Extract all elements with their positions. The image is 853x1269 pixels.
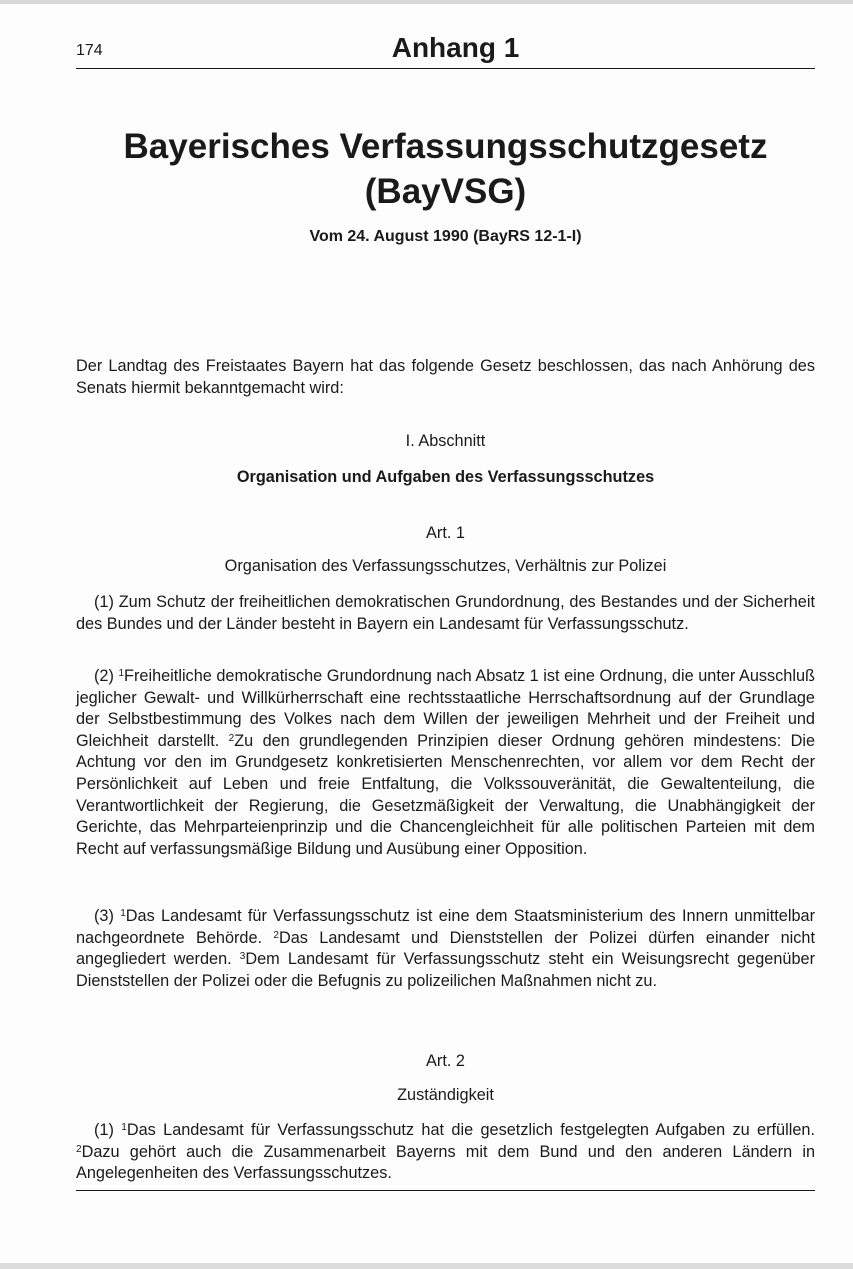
article-2-label: Art. 2	[426, 1052, 465, 1070]
sentence-number: 1	[120, 908, 126, 919]
preamble: Der Landtag des Freistaates Bayern hat das folgende Gesetz beschlossen, das nach Anhörung des Senats hiermit bekanntgemacht wird:	[76, 357, 815, 397]
sentence-text: Zu den grundlegenden Prinzipien dieser Ordnung gehören mindestens: Die Achtung vor den im Grundgesetz konkretisierten Menschenrechten, vor allem vor dem Recht der Persönlichkeit auf Leben und freie Entfaltung, die Volkssouveränität, die Gewaltenteilung, die Verantwortlichkeit der Regierung, die Gesetzmäßigkeit der Verwaltung, die Unabhängigkeit der Gerichte, das Mehrparteienprinzip und die Chancengleichheit für alle politischen Parteien mit dem Recht auf verfassungsmäßige Bildung und Ausübung einer Opposition.	[76, 731, 815, 858]
paragraph-text: Zum Schutz der freiheitlichen demokratischen Grundordnung, des Bestandes und der Sicherheit des Bundes und der Länder besteht in Bayern ein Landesamt für Verfassungsschutz.	[76, 593, 815, 633]
bottom-rule	[76, 1190, 815, 1191]
page-number: 174	[76, 42, 103, 59]
paragraph-number: (3)	[94, 907, 114, 925]
sentence-number: 2	[273, 929, 279, 941]
sentence-text: Dem Landesamt für Verfassungsschutz steht ein Weisungsrecht gegenüber Dienststellen der Polizei oder die Befugnis zu polizeilichen Maßnahmen nicht zu.	[76, 950, 815, 990]
running-title: Anhang 1	[391, 32, 520, 63]
article-1-title: Organisation des Verfassungsschutzes, Verhältnis zur Polizei	[224, 557, 667, 575]
section-title: Organisation und Aufgaben des Verfassungsschutzes	[236, 468, 655, 486]
sentence-text: Das Landesamt für Verfassungsschutz ist eine dem Staatsministerium des Innern unmittelbar nachgeordnete Behörde.	[76, 907, 815, 947]
sentence-number: 2	[228, 732, 235, 744]
sentence-number: 1	[121, 1122, 127, 1133]
paragraph-number: (2)	[94, 667, 114, 685]
article-2-title: Zuständigkeit	[397, 1086, 494, 1104]
page-header	[76, 30, 815, 69]
sentence-number: 1	[118, 668, 125, 679]
section-label: I. Abschnitt	[405, 432, 486, 450]
article-1-paragraph-3	[76, 906, 815, 992]
sentence-text: Das Landesamt und Dienststellen der Polizei dürfen einander nicht angegliedert werden.	[76, 928, 815, 969]
paragraph-number: (1)	[94, 593, 114, 611]
sentence-text: Das Landesamt für Verfassungsschutz hat die gesetzlich festgelegten Aufgaben zu erfüllen.	[126, 1121, 815, 1139]
sentence-number: 3	[239, 951, 246, 963]
sentence-text: Dazu gehört auch die Zusammenarbeit Bayerns mit dem Bund und den anderen Ländern in Angelegenheiten des Verfassungsschutzes.	[76, 1142, 815, 1183]
paragraph-number: (1)	[94, 1121, 114, 1139]
article-1-paragraph-1	[76, 592, 815, 635]
sentence-number: 2	[76, 1143, 82, 1155]
scan-edge-bottom	[0, 1263, 853, 1269]
scan-edge-top	[0, 0, 853, 4]
law-date: Vom 24. August 1990 (BayRS 12-1-I)	[309, 228, 582, 245]
article-2-paragraph-1	[76, 1120, 815, 1185]
sentence-text: Freiheitliche demokratische Grundordnung nach Absatz 1 ist eine Ordnung, die unter Ausschluß jeglicher Gewalt- und Willkürherrschaft eine rechtsstaatliche Herrschaftsordnung auf der Grundlage der Selbstbestimmung des Volkes nach dem Willen der jeweiligen Mehrheit und der Freiheit und Gleichheit darstellt.	[76, 667, 815, 750]
law-title	[76, 124, 815, 214]
article-1-label: Art. 1	[426, 524, 465, 542]
article-1-paragraph-2	[76, 666, 815, 860]
law-title-line-2: (BayVSG)	[364, 172, 527, 211]
law-title-line-1: Bayerisches Verfassungsschutzgesetz	[123, 127, 768, 166]
